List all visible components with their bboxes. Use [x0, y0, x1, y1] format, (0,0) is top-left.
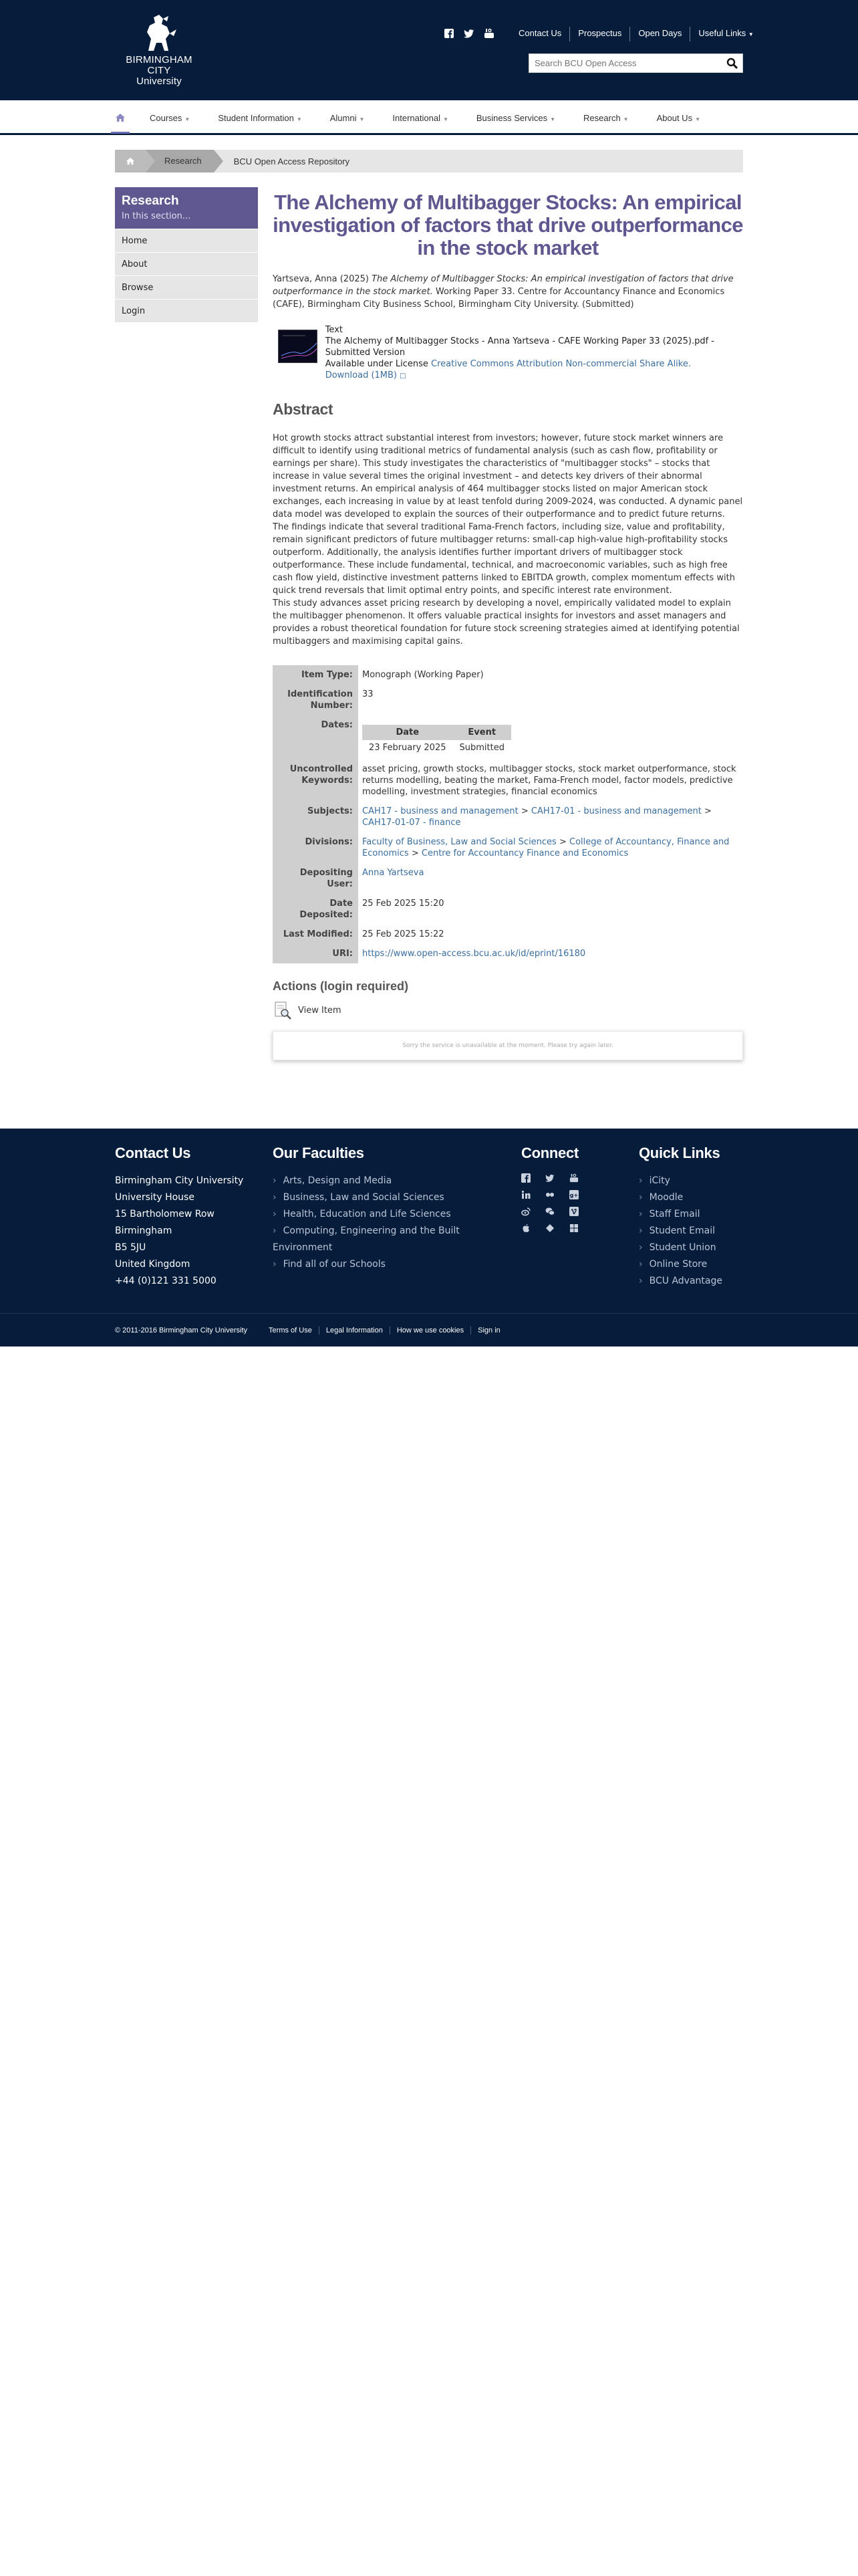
table-row [273, 802, 743, 832]
chevron-down-icon: ▼ [442, 116, 448, 122]
deposited-label: Date Deposited: [273, 894, 358, 925]
download-link[interactable]: Download (1MB) [325, 370, 398, 380]
service-message: Sorry the service is unavailable at the moment. Please try again later. [273, 1031, 743, 1060]
license-link[interactable]: Creative Commons Attribution Non-commercial Share Alike. [431, 359, 691, 369]
document-entry [273, 324, 743, 382]
dates-col-date: Date [362, 725, 453, 740]
division-link-1[interactable]: Faculty of Business, Law and Social Sciences [362, 837, 557, 847]
footer-link-sign-in[interactable]: Sign in [470, 1326, 507, 1334]
table-row [273, 944, 743, 963]
table-row [273, 863, 743, 894]
google-plus-icon[interactable] [569, 1189, 579, 1199]
chevron-down-icon: ▼ [695, 116, 700, 122]
faculty-link[interactable]: › Find all of our Schools [273, 1256, 486, 1273]
header-social [444, 28, 494, 39]
nav-research[interactable] [583, 113, 629, 123]
sidebar-item-browse[interactable]: Browse [115, 275, 258, 299]
toplink-contact[interactable]: Contact Us [519, 28, 562, 38]
modified-value: 25 Feb 2025 15:22 [362, 929, 444, 939]
dates-col-event: Event [453, 725, 511, 740]
faculty-link[interactable]: › Business, Law and Social Sciences [273, 1189, 486, 1206]
page-title: The Alchemy of Multibagger Stocks: An empirical investigation of factors that drive outperformance in the stock market [273, 191, 743, 259]
nav-alumni[interactable] [330, 113, 365, 123]
depositor-link[interactable]: Anna Yartseva [362, 868, 424, 878]
document-thumbnail[interactable] [278, 330, 317, 363]
footer-link-cookies[interactable]: How we use cookies [390, 1326, 470, 1334]
vimeo-icon[interactable] [569, 1206, 579, 1215]
ident-value: 33 [362, 689, 374, 699]
dates-label: Dates: [273, 715, 358, 759]
faculty-link[interactable]: › Arts, Design and Media [273, 1173, 486, 1189]
facebook-icon[interactable] [521, 1173, 531, 1182]
citation [273, 273, 743, 311]
sidebar-header [115, 187, 258, 229]
faculty-link[interactable]: › Computing, Engineering and the Built Environment [273, 1223, 486, 1256]
chevron-down-icon: ▼ [184, 116, 190, 122]
table-row [273, 715, 743, 759]
footer-faculties-heading: Our Faculties [273, 1145, 364, 1161]
dates-value [358, 715, 743, 759]
uri-link[interactable]: https://www.open-access.bcu.ac.uk/id/eprint/16180 [362, 949, 586, 959]
contact-line: University House [115, 1192, 194, 1203]
ident-label: Identification Number: [273, 685, 358, 715]
quick-link[interactable]: › iCity [639, 1173, 722, 1189]
abstract-paragraph-1: Hot growth stocks attract substantial interest from investors; however, future stock market winners are difficult to identify using traditional metrics of fundamental analysis (such as cash flow, profitability or earnings per share). This study investigates the characteristics of "multibagger stocks" – stocks that increase in value several times the original investment – and detects key drivers of their abnormal investment returns. An empirical analysis of 464 multibagger stocks listed on major American stock exchanges, each increasing in value by at least tenfold during 2009-2024, was conducted. A dynamic panel data model was developed to explain the sources of their outperformance and to predict future returns. The findings indicate that several traditional Fama-French factors, including size, value and profitability, remain significant predictors of future multibagger returns: small-cap high-value high-profitability stocks outperform. Additionally, the analysis identifies further important drivers of multibagger stock outperformance. These include fundamental, technical, and macroeconomic variables, such as high free cash flow yield, distinctive investment patterns linked to EBITDA growth, complex momentum effects with quick trend reversals that limit optimal entry points, and specific interest rate environment. [273, 433, 743, 596]
nav-courses[interactable] [150, 113, 190, 123]
breadcrumb [115, 150, 743, 172]
youtube-icon[interactable] [484, 28, 494, 39]
citation-title: The Alchemy of Multibagger Stocks: An empirical investigation of factors that drive outperformance in the stock market. [273, 274, 734, 297]
twitter-icon[interactable] [464, 28, 474, 39]
quick-link[interactable]: › BCU Advantage [639, 1273, 722, 1290]
subjects-label: Subjects: [273, 802, 358, 832]
faculty-link[interactable]: › Health, Education and Life Sciences [273, 1206, 486, 1223]
quick-link[interactable]: › Online Store [639, 1256, 722, 1273]
weibo-icon[interactable] [521, 1206, 531, 1215]
dates-table [362, 725, 511, 755]
nav-business-services-label: Business Services [476, 112, 548, 123]
footer-connect-heading: Connect [521, 1145, 579, 1161]
date-cell: 23 February 2025 [369, 743, 446, 753]
android-icon[interactable] [545, 1223, 555, 1232]
footer-quick-links [639, 1145, 722, 1290]
home-icon [126, 156, 135, 166]
citation-details: Working Paper 33. Centre for Accountancy Finance and Economics (CAFE), Birmingham City Business School, Birmingham City University. (Submitted) [273, 287, 725, 310]
flickr-icon[interactable] [545, 1189, 555, 1199]
item-type-value: Monograph (Working Paper) [362, 670, 484, 680]
divisions-value: Faculty of Business, Law and Social Sciences > College of Accountancy, Finance and Economics > Centre for Accountancy Finance and Economics [362, 837, 730, 858]
preview-icon[interactable]: □ [400, 372, 406, 380]
table-row [273, 925, 743, 944]
keywords-label: Uncontrolled Keywords: [273, 759, 358, 802]
document-type: Text [325, 325, 343, 335]
linkedin-icon[interactable] [521, 1189, 531, 1199]
search-form [529, 53, 743, 73]
division-link-3[interactable]: Centre for Accountancy Finance and Economics [421, 848, 629, 858]
footer-contact-heading: Contact Us [115, 1145, 191, 1161]
main-content [273, 187, 743, 1060]
subject-link-2[interactable]: CAH17-01 - business and management [531, 806, 702, 816]
uri-label: URI: [273, 944, 358, 963]
nav-international-label: International [392, 112, 440, 123]
nav-student-information-label: Student Information [218, 112, 294, 123]
top-links [511, 27, 762, 41]
event-cell: Submitted [459, 743, 505, 753]
nav-international[interactable] [392, 113, 448, 123]
depositor-label: Depositing User: [273, 863, 358, 894]
sidebar-title: Research [122, 194, 179, 208]
contact-line: United Kingdom [115, 1259, 190, 1270]
chevron-down-icon: ▼ [748, 31, 754, 37]
view-item-action[interactable] [273, 1000, 743, 1020]
sidebar-item-about[interactable]: About [115, 252, 258, 275]
table-row [273, 685, 743, 715]
quick-link[interactable]: › Moodle [639, 1189, 722, 1206]
subjects-value: CAH17 - business and management > CAH17-01 - business and management > CAH17-01-07 - finance [362, 806, 712, 828]
breadcrumb-current: BCU Open Access Repository [233, 156, 350, 166]
table-row [273, 759, 743, 802]
lion-crest-icon [135, 12, 183, 52]
wechat-icon[interactable] [545, 1206, 555, 1215]
site-header [0, 0, 858, 100]
search-input[interactable] [529, 54, 716, 72]
logo-line2: University [136, 76, 182, 87]
main-nav [0, 100, 858, 135]
quick-link[interactable]: › Staff Email [639, 1206, 722, 1223]
division-link-2[interactable]: College of Accountancy, Finance and Economics [362, 837, 730, 858]
depositor-value [358, 863, 743, 894]
subject-link-1[interactable]: CAH17 - business and management [362, 806, 519, 816]
abstract-heading: Abstract [273, 400, 333, 418]
chevron-down-icon: ▼ [359, 116, 365, 122]
item-type-label: Item Type: [273, 665, 358, 685]
nav-research-label: Research [583, 112, 621, 123]
document-filename: The Alchemy of Multibagger Stocks - Anna Yartseva - CAFE Working Paper 33 (2025).pdf - Submitted Version [325, 336, 714, 358]
quick-link[interactable]: › Student Union [639, 1240, 722, 1256]
abstract [273, 432, 743, 648]
nav-alumni-label: Alumni [329, 112, 357, 123]
table-row [273, 665, 743, 685]
download-row [325, 370, 743, 382]
quick-link[interactable]: › Student Email [639, 1223, 722, 1240]
twitter-icon[interactable] [545, 1173, 555, 1182]
toplink-open-days[interactable]: Open Days [629, 27, 690, 41]
toplink-useful-links[interactable] [690, 27, 761, 41]
chevron-down-icon: ▼ [623, 116, 629, 122]
footer-link-legal[interactable]: Legal Information [319, 1326, 390, 1334]
divisions-label: Divisions: [273, 832, 358, 863]
footer-faculties [273, 1145, 486, 1273]
sidebar-item-home[interactable]: Home [115, 229, 258, 252]
toplink-prospectus[interactable]: Prospectus [569, 27, 629, 41]
table-row [273, 894, 743, 925]
footer-bottom-bar [0, 1313, 858, 1346]
subject-link-3[interactable]: CAH17-01-07 - finance [362, 818, 461, 828]
footer-link-terms[interactable]: Terms of Use [269, 1326, 312, 1334]
contact-line: Birmingham City University [115, 1175, 244, 1186]
magnifier-document-icon [273, 1000, 293, 1020]
sidebar-item-login[interactable]: Login [115, 299, 258, 322]
metadata-table [273, 665, 743, 963]
breadcrumb-home[interactable] [115, 150, 146, 172]
contact-line: Birmingham [115, 1225, 172, 1236]
contact-phone[interactable]: +44 (0)121 331 5000 [115, 1276, 217, 1286]
windows-icon[interactable] [569, 1223, 579, 1232]
facebook-icon[interactable] [444, 28, 454, 39]
sidebar-subtitle: In this section... [122, 211, 191, 221]
chevron-down-icon: ▼ [550, 116, 556, 122]
logo-line1: BIRMINGHAM CITY [126, 54, 192, 76]
nav-about-us[interactable] [657, 113, 700, 123]
view-item-label: View Item [298, 1005, 341, 1016]
footer-contact [115, 1145, 243, 1290]
footer-quick-heading: Quick Links [639, 1145, 720, 1161]
nav-courses-label: Courses [150, 112, 182, 123]
footer [0, 1129, 858, 1313]
contact-line: 15 Bartholomew Row [115, 1209, 214, 1219]
citation-author: Yartseva, Anna (2025) [273, 274, 372, 284]
chevron-down-icon: ▼ [296, 116, 302, 122]
abstract-paragraph-2: This study advances asset pricing research by developing a novel, empirically validated model to explain the multibagger phenomenon. It offers valuable practical insights for investors and asset managers and provides a robust theoretical foundation for future stock screening strategies aimed at identifying potential multibaggers and maximising capital gains. [273, 598, 740, 647]
modified-label: Last Modified: [273, 925, 358, 944]
nav-about-us-label: About Us [656, 112, 693, 123]
license-label: Available under License [325, 359, 432, 369]
table-row [273, 832, 743, 863]
apple-icon[interactable] [521, 1223, 531, 1232]
deposited-value: 25 Feb 2025 15:20 [362, 899, 444, 909]
copyright: © 2011-2016 Birmingham City University [115, 1326, 248, 1334]
document-license [325, 358, 743, 370]
home-icon[interactable] [115, 112, 126, 123]
svg-text:g+: g+ [569, 1192, 579, 1199]
youtube-icon[interactable] [569, 1173, 579, 1182]
nav-student-information[interactable] [218, 113, 301, 123]
toplink-useful-links-label: Useful Links [698, 28, 746, 38]
breadcrumb-research[interactable]: Research [146, 150, 214, 172]
footer-connect [521, 1145, 580, 1232]
sidebar [115, 187, 258, 322]
contact-line: B5 5JU [115, 1242, 146, 1253]
uri-value [358, 944, 743, 963]
actions-heading: Actions (login required) [273, 979, 409, 993]
keywords-value: asset pricing, growth stocks, multibagger stocks, stock market outperformance, stock returns modelling, beating the market, Fama-French model, factor models, predictive modelling, investment strategies, financial economics [362, 764, 736, 797]
search-icon[interactable] [726, 57, 738, 70]
social-grid [521, 1173, 580, 1232]
bcu-logo[interactable] [115, 12, 203, 87]
nav-business-services[interactable] [476, 113, 555, 123]
